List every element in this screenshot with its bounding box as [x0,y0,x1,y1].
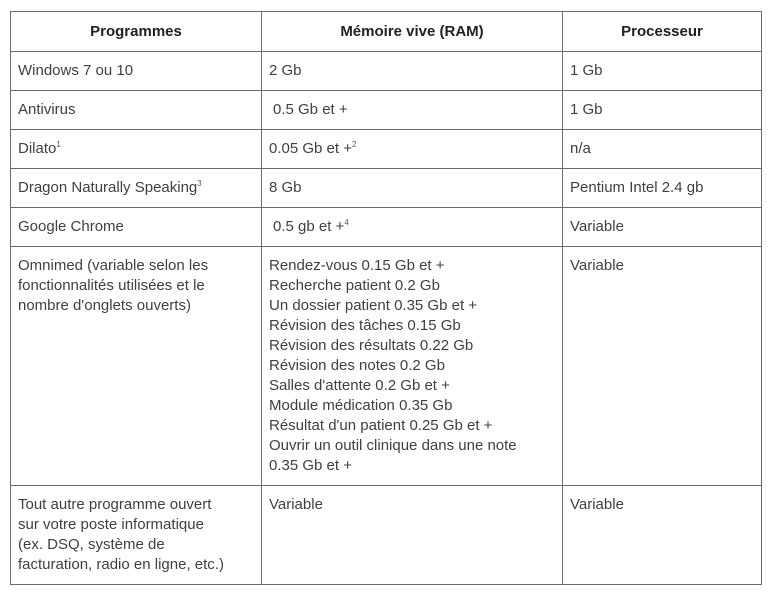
cpu-cell [563,52,762,91]
cpu-value: 1 Gb [570,101,603,118]
table-row [11,91,762,130]
program-cell [11,130,262,169]
ram-cell [262,130,563,169]
cpu-value: 1 Gb [570,62,603,79]
ram-cell [262,169,563,208]
ram-cell [262,52,563,91]
ram-value: 2 Gb [269,62,302,79]
ram-line: Révision des résultats 0.22 Gb [269,337,474,354]
table-row [11,52,762,91]
table-row [11,208,762,247]
ram-cell [262,247,563,486]
ram-line: Rendez-vous 0.15 Gb et + [269,257,445,274]
ram-requirements-table [10,11,762,585]
table-row [11,247,762,486]
program-line: nombre d'onglets ouverts) [18,297,191,314]
table-row [11,169,762,208]
footnote-ref: 1 [56,140,61,149]
cpu-cell [563,91,762,130]
program-line: Omnimed (variable selon les [18,257,209,274]
ram-line: Résultat d'un patient 0.25 Gb et + [269,417,493,434]
program-cell [11,169,262,208]
header-programmes: Programmes [11,12,262,52]
header-processor: Processeur [563,12,762,52]
ram-value: 0.5 gb et + [273,218,345,235]
program-name: Antivirus [18,101,76,118]
program-cell [11,52,262,91]
program-line: facturation, radio en ligne, etc.) [18,556,224,573]
ram-line: 0.35 Gb et + [269,457,352,474]
ram-value: 0.05 Gb et + [269,140,352,157]
cpu-cell [563,247,762,486]
ram-line: Révision des tâches 0.15 Gb [269,317,461,334]
program-line: Tout autre programme ouvert [18,496,212,513]
program-name: Google Chrome [18,218,124,235]
cpu-cell [563,169,762,208]
table-row [11,130,762,169]
ram-cell [262,91,563,130]
ram-line: Module médication 0.35 Gb [269,397,453,414]
ram-value: 8 Gb [269,179,302,196]
program-name: Windows 7 ou 10 [18,62,134,79]
ram-line: Ouvrir un outil clinique dans une note [269,437,517,454]
ram-cell [262,486,563,585]
ram-value: 0.5 Gb et + [273,101,348,118]
program-line: sur votre poste informatique [18,516,204,533]
program-line: fonctionnalités utilisées et le [18,277,205,294]
program-cell [11,486,262,585]
ram-value: Variable [269,496,323,513]
cpu-cell [563,208,762,247]
ram-cell [262,208,563,247]
program-cell [11,91,262,130]
ram-line: Salles d'attente 0.2 Gb et + [269,377,450,394]
cpu-cell [563,486,762,585]
table-row [11,486,762,585]
program-name: Dilato [18,140,57,157]
footnote-ref: 3 [197,179,202,188]
cpu-value: Pentium Intel 2.4 gb [570,179,704,196]
ram-line: Un dossier patient 0.35 Gb et + [269,297,478,314]
ram-line: Révision des notes 0.2 Gb [269,357,445,374]
cpu-cell [563,130,762,169]
program-line: (ex. DSQ, système de [18,536,165,553]
ram-line: Recherche patient 0.2 Gb [269,277,440,294]
header-ram: Mémoire vive (RAM) [262,12,563,52]
program-cell [11,247,262,486]
cpu-value: n/a [570,140,591,157]
footnote-ref: 4 [344,218,349,227]
footnote-ref: 2 [351,140,357,149]
header-row [11,12,762,52]
cpu-value: Variable [570,218,624,235]
program-name: Dragon Naturally Speaking [18,179,198,196]
cpu-value: Variable [570,257,624,274]
cpu-value: Variable [570,496,624,513]
program-cell [11,208,262,247]
